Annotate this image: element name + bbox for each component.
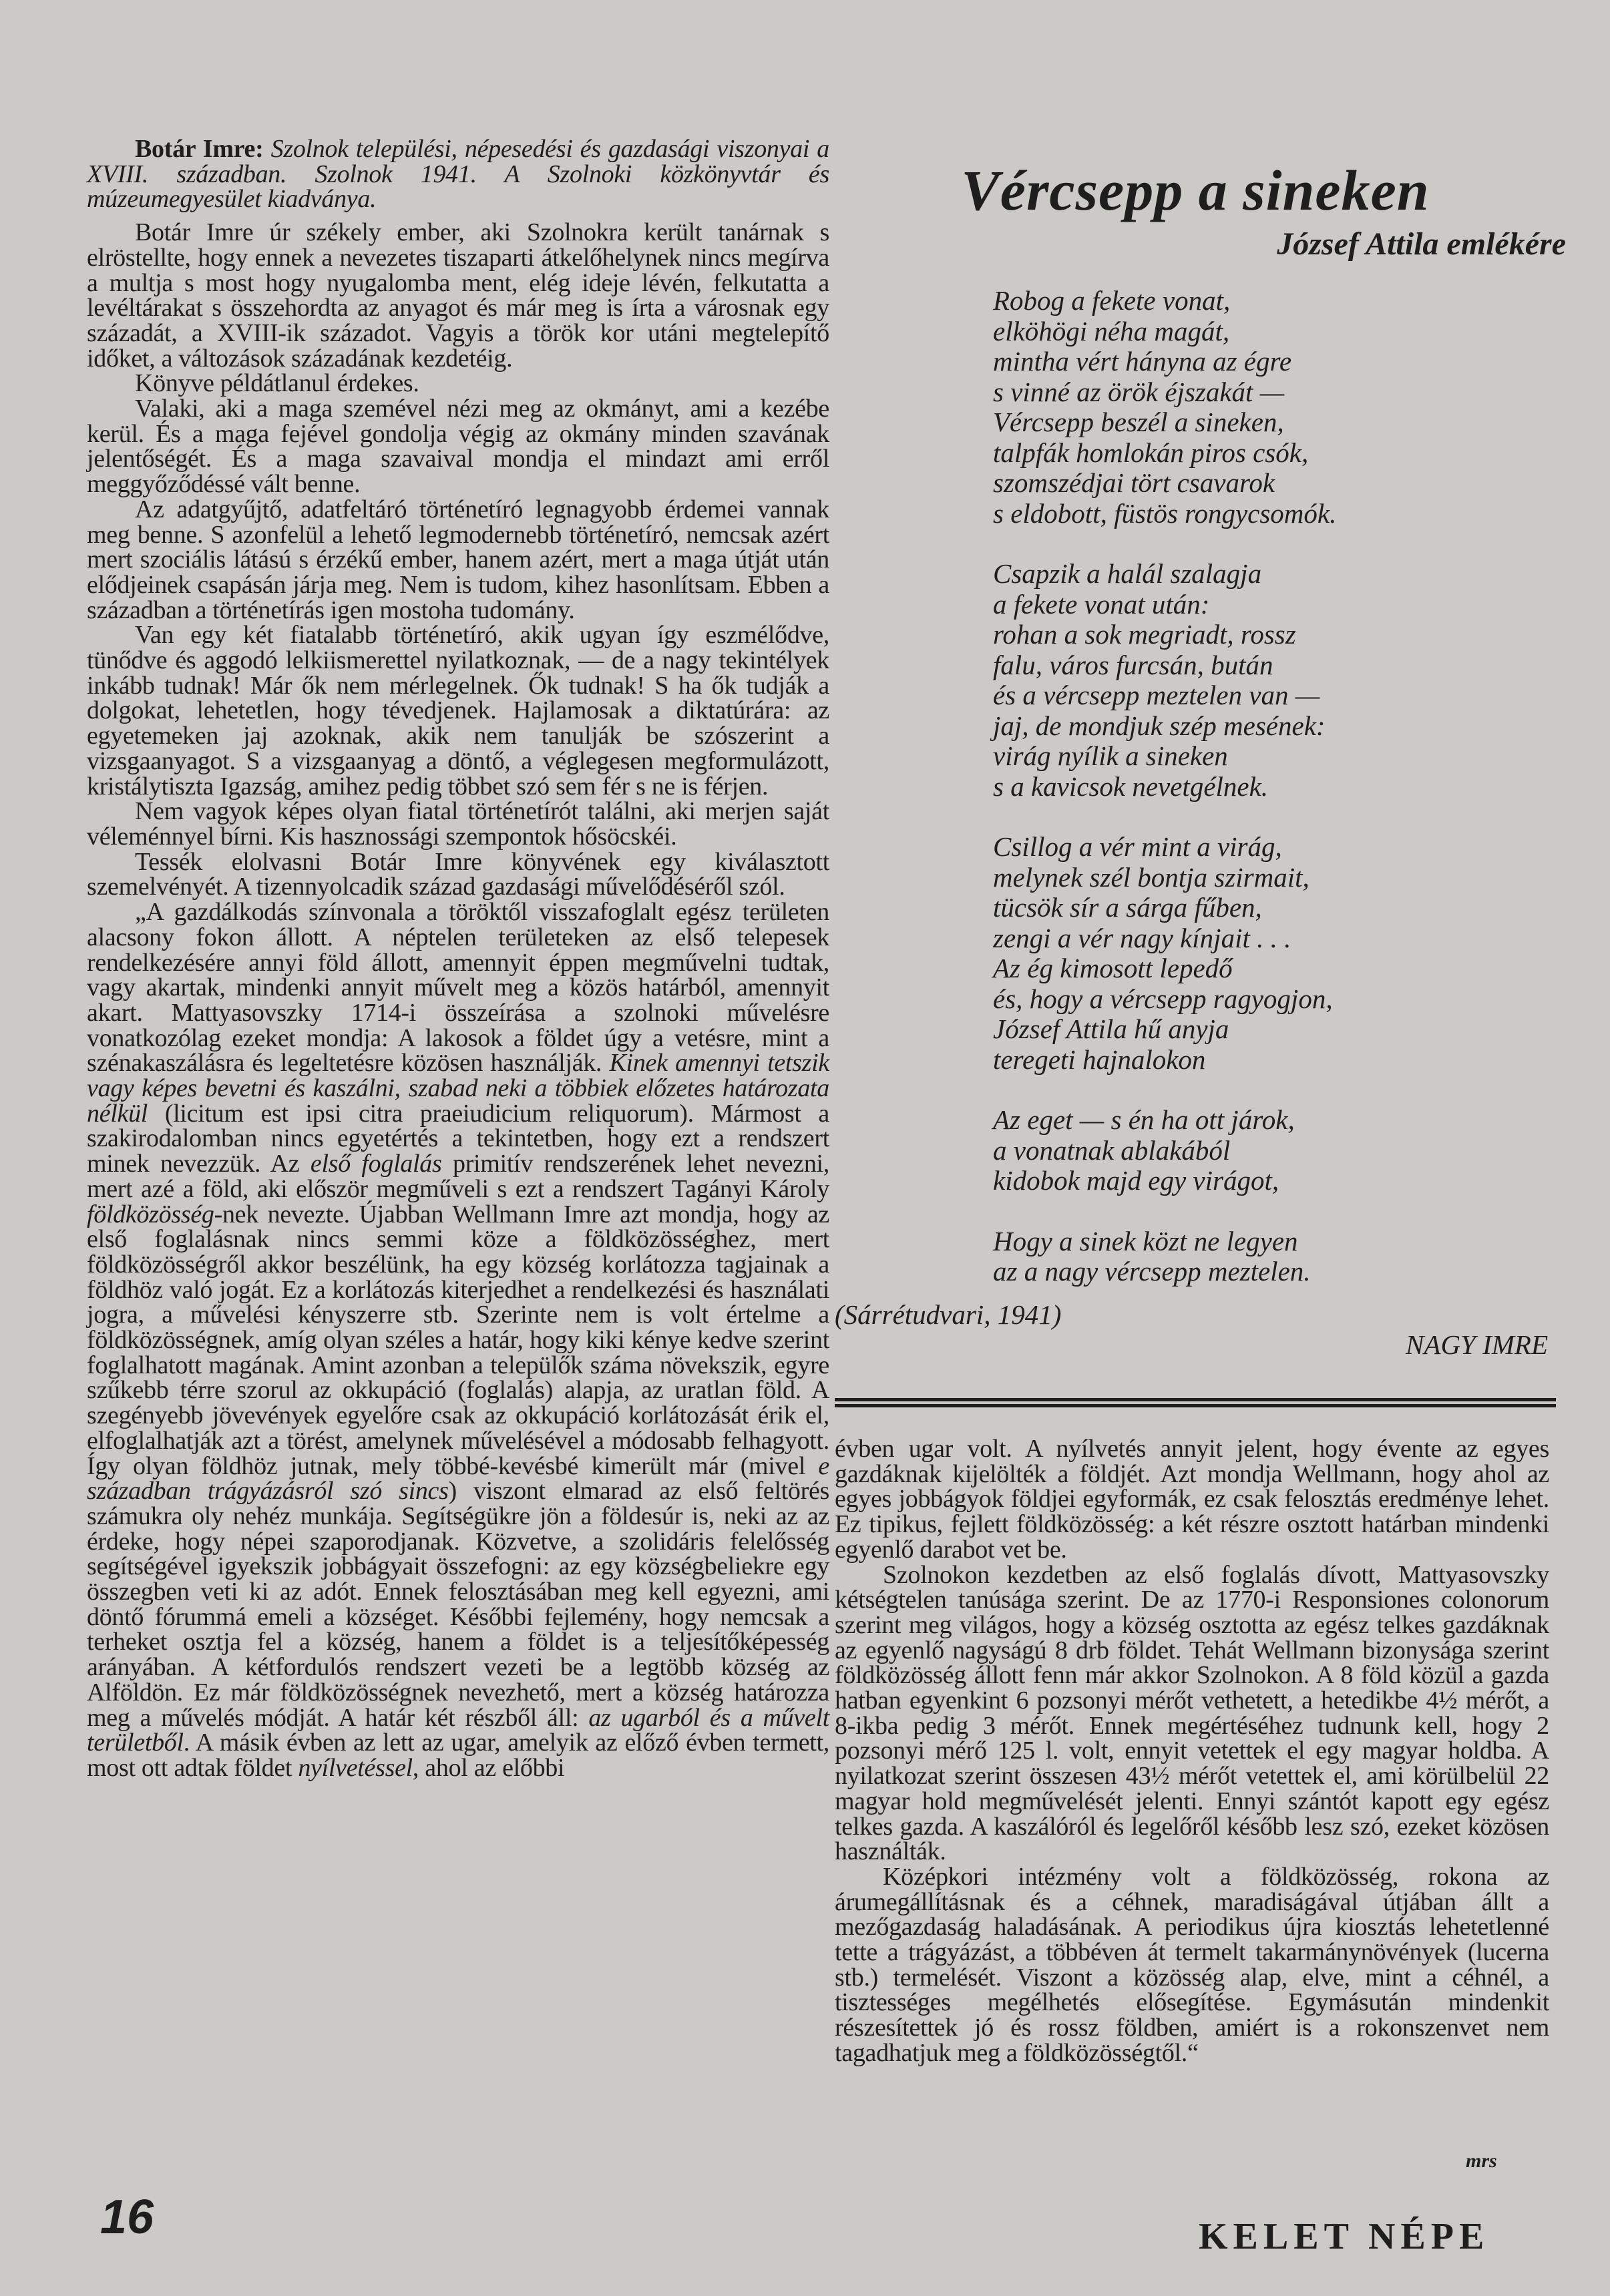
continued-quote-column [835,1437,1549,2066]
poem-line: a fekete vonat után: [993,588,1210,620]
quote-italic: az ugarból és a művelt területből [87,1703,829,1757]
continued-paragraph: Középkori intézmény volt a földközösség, rokona az árumegállításnak és a céhnek, maradiságával útjában állt a mezőgazdaság haladásának. A periodikus újra kiosztás lehetetlenné tette a trágyázást, a többéven át termelt takarmánynövények (lucerna stb.) termelését. Viszont a közösség alap, elve, mint a céhnél, a tisztességes megélhetés elősegítése. Egymásután mindenkit részesítettek jó és rossz földben, amiért is a rokonszenvet nem tagadhatjuk meg a földközösségtől.“ [835,1862,1549,2067]
quote-italic: első foglalás [310,1150,442,1178]
poem-line: Robog a fekete vonat, [993,285,1231,316]
quote-text: primitív rendszerének lehet nevezni, mert azé a föld, aki először megműveli s ezt a rendszert Tagányi Károly [87,1150,829,1203]
review-paragraph: Tessék elolvasni Botár Imre könyvének egy kiválasztott szemelvényét. A tizennyolcadik század gazdasági művelődéséről szól. [87,847,829,901]
quote-text: „A gazdálkodás színvonala a töröktől visszafoglalt egész területen alacsony fokon állott. A néptelen területeken az első telepesek rendelkezésére annyi föld állott, amennyit éppen megművelni tudtak, vagy akartak, mindenki annyit művelt meg a közös határból, amennyit akart. Mattyasovszky 1714-i összeírása a szolnoki művelésre vonatkozólag ezeket mondja: A lakosok a földet úgy a vetésre, mint a szénakaszálásra és legeltetésre közösen használják. [87,898,829,1078]
poem-line: talpfák homlokán piros csók, [993,437,1309,468]
page-number: 16 [100,2191,154,2244]
review-book-author: Botár Imre: [135,135,264,163]
poem-line: rohan a sok megriadt, rossz [993,619,1296,650]
review-paragraph: Könyve példátlanul érdekes. [135,369,419,398]
poem-line: kidobok majd egy virágot, [993,1165,1279,1196]
poem-line: az a nagy vércsepp meztelen. [993,1256,1311,1287]
poem-line: és a vércsepp meztelen van — [993,680,1320,710]
poem-line: elköhögi néha magát, [993,315,1230,347]
poem-line: a vonatnak ablakából [993,1134,1231,1166]
poem-title: Vércsepp a sineken [961,158,1430,222]
poem-stanza [993,1105,1336,1196]
poem-line: teregeti hajnalokon [993,1044,1206,1075]
book-review-column [87,137,829,1781]
double-rule-divider [835,1398,1556,1409]
poem-body [993,286,1336,1317]
poem-line: Vércsepp beszél a sineken, [993,407,1284,437]
poem-date: (Sárrétudvari, 1941) [835,1299,1062,1330]
poem-line: zengi a vér nagy kínjait . . . [993,922,1291,953]
poem-author: NAGY IMRE [1406,1329,1548,1360]
quote-italic: e században trágyázásról szó sincs [87,1451,829,1506]
continued-paragraph: évben ugar volt. A nyílvetés annyit jelent, hogy évente az egyes gazdáknak kijelölték a földjét. Azt mondja Wellmann, hogy ahol az egyes jobbágyok földjei egyformák, ez csak felosztás eredménye lehet. Ez tipikus, fejlett földközösség: a két részre osztott határban mindenki egyenlő darabot vet be. [835,1435,1549,1564]
poem-line: Hogy a sinek közt ne legyen [993,1225,1298,1256]
poem-subtitle: József Attila emlékére [1277,226,1566,262]
poem-line: s vinné az örök éjszakát — [993,376,1285,407]
poem-line: mintha vért hányna az égre [993,346,1292,377]
quote-text: ) viszont elmarad az első feltörés számukra oly nehéz munkája. Segítségükre jön a földesúr is, neki az az érdeke, hogy népei szaporodjanak. Közvetve, a szolidáris felelősség segítségével igyekszik jobbágyait összefogni: az egy községbeliekre egy összegben veti ki az adót. Ennek felosztásában meg kell egyezni, ami döntő fórummá emeli a községet. Későbbi fejlemény, hogy nemcsak a terheket osztja fel a község, hanem a földet is a teljesítőképesség arányában. A kétfordulós rendszert vezeti be a legtöbb község az Alföldön. Ez már földközösségnek nevezhető, mert a község határozza meg a művelés módját. A határ két részből áll: [87,1477,830,1732]
poem-line: falu, város furcsán, bután [993,649,1273,680]
review-paragraph: Valaki, aki a maga szemével nézi meg az okmányt, ami a kezébe kerül. És a maga fejével gondolja végig az okmány minden szavának jelentőségét. És a maga szavaival mondja el mindazt ami erről meggyőződéssé vált benne. [87,395,829,499]
review-paragraph: Botár Imre úr székely ember, aki Szolnokra került tanárnak s elröstellte, hogy ennek a nevezetes tiszaparti átkelőhelynek nincs megírva a multja s most hogy nyugalomba ment, elég ideje lévén, felkutatta a levéltárakat s összehordta az anyagot és már meg is írta a városnak egy századát, a XVIII-ik századot. Vagyis a török kor utáni megtelepítő időket, a változások századának kezdetéig. [87,218,829,373]
poem-line: Csillog a vér mint a virág, [993,831,1282,862]
poem-stanza [993,1226,1336,1287]
poem-line: tücsök sír a sárga fűben, [993,892,1262,923]
poem-stanza [993,559,1336,802]
review-quote [87,900,829,1781]
quote-text: -nek nevezte. Újabban Wellmann Imre azt mondja, hogy az első foglalásnak nincs semmi köze a földközösséghez, mert földközösségről akkor beszélünk, ha egy község korlátozza tagjainak a földhöz való jogát. Ez a korlátozás kiterjedhet a rendelkezési és használati jogra, a művelési kényszerre stb. Szerinte nem is volt értelme a földközösségnek, amíg olyan széles a határ, hogy kiki kénye kedve szerint foglalhatott magának. Amint azonban a települők száma növekszik, egyre szűkebb térre szorul az okkupáció (foglalás) alapja, az uratlan föld. A szegényebb jövevények egyelőre csak az okkupáció korlátozását érik el, elfoglalhatják azt a törést, amelynek művelésével a módosabb felhagyott. Így olyan földhöz jutnak, mely többé-kevésbé kimerült már (mivel [87,1200,829,1480]
magazine-name: KELET NÉPE [1199,2216,1490,2257]
poem-line: Az eget — s én ha ott járok, [993,1104,1295,1135]
poem-line: és, hogy a vércsepp ragyogjon, [993,983,1333,1014]
review-paragraph: Nem vagyok képes olyan fiatal történetírót találni, aki merjen saját véleménnyel bírni. Kis hasznossági szempontok hősöcskéi. [87,797,829,851]
review-paragraph: Van egy két fiatalabb történetíró, akik ugyan így eszmélődve, tünődve és aggodó lelkiismerettel nyilatkoznak, — de a nagy tekintélyek inkább tudnak! Már ők nem mérlegelnek. Ők tudnak! S ha ők tudják a dolgokat, lehetetlen, hogy tévedjenek. Hajlamosak a diktatúrára: az egyetemeken jaj azoknak, akik nem tanulják be szószerint a vizsgaanyagot. S a vizsgaanyag a döntő, a véglegesen megformulázott, kristálytiszta Igazság, amihez pedig többet szó sem fér s ne is férjen. [87,621,829,800]
quote-italic: nyílvetéssel [298,1754,413,1782]
poem-line: József Attila hű anyja [993,1013,1229,1044]
review-book-title: Szolnok települési, népesedési és gazdasági viszonyai a XVIII. században. Szolnok 1941. A Szolnoki közkönyvtár és múzeumegyesület kiadványa. [87,135,829,214]
poem-line: Az ég kimosott lepedő [993,953,1233,983]
poem-line: s eldobott, füstös rongycsomók. [993,497,1337,529]
review-paragraph: Az adatgyűjtő, adatfeltáró történetíró legnagyobb érdemei vannak meg benne. S azonfelül a lehető legmodernebb történetíró, nemcsak azért mert szociális látású s érzékű ember, hanem azért, mert a maga útját után elődjeinek csapásán járja meg. Nem is tudom, kihez hasonlítsam. Ebben a században a történetírás igen mostoha tudomány. [87,495,829,624]
poem-line: szomszédjai tört csavarok [993,467,1275,498]
review-header [87,137,829,212]
poem-line: melynek szél bontja szirmait, [993,861,1310,893]
continued-paragraph: Szolnokon kezdetben az első foglalás dívott, Mattyasovszky kétségtelen tanúsága szerint. De az 1770-i Responsiones colonorum szerint meg világos, hogy a község osztotta az egész telkes gazdáknak az egyenlő nagyságú 8 drb földet. Tehát Wellmann bizonysága szerint földközösség állott fenn már akkor Szolnokon. A 8 föld közül a gazda hatban egyenkint 6 pozsonyi mérőt vethetett, a hetedikbe 4½ mérőt, a 8-ikba pedig 3 mérőt. Ennek megértéséhez tudnunk kell, hogy 2 pozsonyi mérő 125 l. volt, ennyit vetettek el egy magyar holdba. A nyilatkozat szerint összesen 43½ mérőt vetettek el, ami körülbelül 22 magyar hold megművelését jelenti. Ennyi szántót kapott egy egész telkes gazda. A kaszálóról és legelőről később lesz szó, ezeket közösen használták. [835,1560,1549,1866]
poem-stanza [993,286,1336,529]
poem-line: jaj, de mondjuk szép mesének: [993,710,1326,741]
review-signature: mrs [1466,2150,1497,2172]
quote-italic: Kinek amennyi tetszik vagy képes bevetni és kaszálni, szabad neki a többiek előzetes határozata nélkül [87,1049,829,1128]
quote-text: , ahol az előbbi [412,1754,565,1782]
poem-line: Csapzik a halál szalagja [993,558,1262,589]
quote-text: (licitum est ipsi citra praeiudicium reliquorum). Mármost a szakirodalomban nincs egyetértés a tekintetben, hogy ezt a rendszert minek nevezzük. Az [87,1099,829,1178]
quote-italic: földközösség [87,1200,214,1228]
poem-line: s a kavicsok nevetgélnek. [993,770,1269,802]
poem-stanza [993,832,1336,1075]
quote-text: . A másik évben az lett az ugar, amelyik az előző évben termett, most ott adtak földet [87,1729,829,1782]
poem-line: virág nyílik a sineken [993,740,1228,771]
